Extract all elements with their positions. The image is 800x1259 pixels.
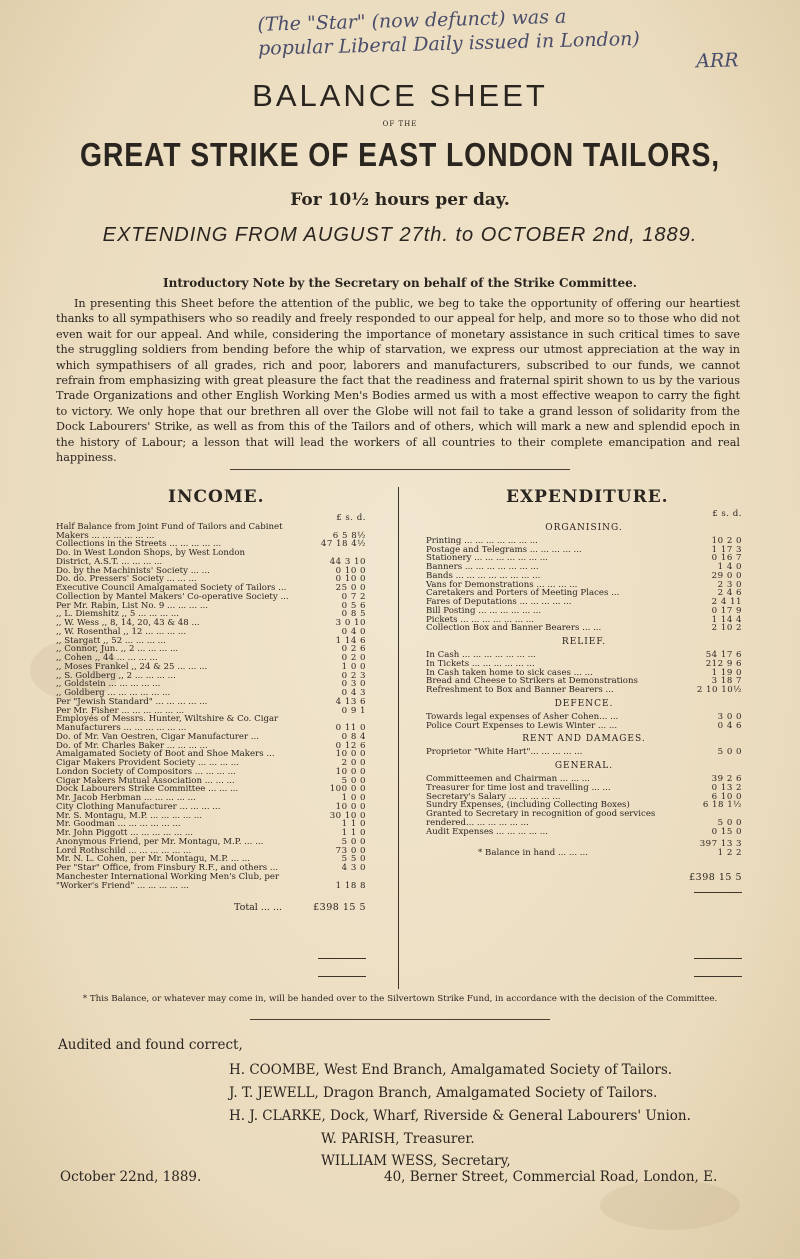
income-row-label: Per "Jewish Standard" ... ... ... ... ... [56,696,208,707]
income-row-label: Anonymous Friend, per Mr. Montagu, M.P. ... ... [56,836,264,847]
section-divider [230,469,570,470]
income-row-amount: 5 5 0 [341,854,366,865]
expenditure-row-amount: 2 4 6 [717,588,742,599]
income-row-label: Collections in the Streets ... ... ... ... ... [56,539,222,550]
expenditure-row-amount: 1 17 3 [711,544,742,555]
expenditure-row-amount: 54 17 6 [705,650,742,660]
income-row-amount: 30 10 0 [329,810,366,821]
expenditure-row-label: Treasurer for time lost and travelling ... ... [426,782,611,793]
expenditure-row-amount: 2 4 11 [711,597,742,607]
hours-line: For 10½ hours per day. [290,190,510,210]
expenditure-row-amount: 3 0 0 [717,711,742,722]
document-title: BALANCE SHEET [252,78,548,113]
income-row-amount: 5 0 0 [341,775,366,786]
income-total-row [56,904,366,918]
income-row-label: Collection by Mantel Makers' Co-operative Society ... [56,591,289,602]
expenditure-row-label: Caretakers and Porters of Meeting Places ... [426,588,620,599]
expenditure-row-label: Bill Posting ... ... ... ... ... ... [426,605,542,616]
expenditure-row-label: rendered... ... ... ... ... ... [426,817,529,828]
income-row-amount: 4 13 6 [335,696,366,707]
expenditure-row [426,722,742,731]
income-row-amount: 5 0 0 [341,836,366,847]
income-total-underline [318,976,366,977]
column-divider [398,487,399,989]
income-row-label: Do. of Mr. Van Oestren, Cigar Manufacturer ... [56,731,259,742]
income-row-amount: 10 0 0 [335,766,366,777]
expenditure-row-amount: 0 13 2 [711,782,742,793]
expenditure-section-title: ORGANISING. [545,522,623,533]
income-row-label: Per "Star" Office, from Finsbury R.F., and others ... [56,863,279,873]
income-row-label: ,, W. Rosenthal ,, 12 ... ... ... ... [56,626,187,637]
expenditure-section-title: DEFENCE. [554,698,614,709]
income-row-label: Employés of Messrs. Hunter, Wiltshire & Co. Cigar [56,714,279,725]
expenditure-lsd-header [426,510,742,519]
income-row-label: ,, Goldberg ... ... ... ... ... ... [56,688,171,698]
expenditure-heading: EXPENDITURE. [506,487,669,507]
income-row-label: ,, S. Goldberg ,, 2 ... ... ... ... [56,670,176,681]
expenditure-row-amount: 2 3 0 [717,579,742,590]
income-row-amount: 44 3 10 [329,556,366,567]
income-row-label: Per Mr. Rabin, List No. 9 ... ... ... ... [56,600,209,611]
expenditure-row-label: Pickets ... ... ... ... ... ... ... [426,614,534,625]
income-row-label: Cigar Makers Provident Society ... ... ... ... [56,758,239,768]
income-row-label: Mr. N. L. Cohen, per Mr. Montagu, M.P. ... ... [56,854,250,865]
expenditure-row-amount: 6 18 1½ [702,800,742,811]
income-row-label: ,, Stargatt ,, 52 ... ... ... ... [56,635,166,646]
income-row-label: ,, Goldstein ... ... ... ... ... [56,679,161,690]
income-row-label: Manchester International Working Men's Club, per [56,871,280,882]
income-row-amount: 0 7 2 [341,591,366,602]
income-row-amount: 0 4 0 [341,626,366,637]
income-row-label: Lord Rothschild ... ... ... ... ... ... [56,845,192,856]
income-row-label: London Society of Compositors ... ... ... ... [56,766,236,777]
expenditure-row-label: Committeemen and Chairman ... ... ... [426,774,590,784]
expenditure-row-label: Secretary's Salary ... ... ... ... ... [426,791,561,802]
signatory-wess: WILLIAM WESS, Secretary, [321,1153,511,1169]
expenditure-subtotal-rule [694,892,742,893]
expenditure-row-amount: 212 9 6 [705,658,742,669]
income-heading: INCOME. [168,487,265,507]
expenditure-row-label: Bread and Cheese to Strikers at Demonstrations [426,676,638,687]
lsd-label: £ s. d. [336,513,366,523]
signatory-coombe: H. COOMBE, West End Branch, Amalgamated Society of Tailors. [229,1062,673,1078]
income-row-label: Do. of Mr. Charles Baker ... ... ... ... [56,740,208,751]
income-row-amount: 2 0 0 [341,758,366,768]
income-row-amount: 25 0 0 [335,583,366,593]
expenditure-row-label: Granted to Secretary in recognition of good services [426,809,656,819]
footer-divider [250,1019,550,1020]
income-row-amount: 0 3 0 [341,679,366,690]
income-row-amount: 0 5 6 [341,600,366,611]
audit-heading: Audited and found correct, [58,1037,243,1053]
income-row-label: Cigar Makers Mutual Association ... ... ... [56,775,235,786]
income-total-amount: £398 15 5 [313,902,366,914]
income-row-label: Per Mr. Fisher ... ... ... ... ... ... [56,705,185,716]
income-row-label: Amalgamated Society of Boot and Shoe Makers ... [56,749,275,760]
income-row-label: Mr. S. Montagu, M.P. ... ... ... ... ... [56,810,202,821]
income-row-label: City Clothing Manufacturer ... ... ... ... [56,801,221,812]
expenditure-total-underline [694,976,742,977]
signatory-clarke: H. J. CLARKE, Dock, Wharf, Riverside & General Labourers' Union. [229,1108,691,1124]
expenditure-row-amount: 2 10 10½ [696,685,742,695]
intro-paragraph: In presenting this Sheet before the attention of the public, we beg to take the opportunity of offering our heartiest thanks to all sympathisers who so readily and freely responded to our appeal for help, and more so to those who did not even wait for our appeal. And while, considering the importance of monetary assistance in such critical times to save the struggling soldiers from bending before the whip of starvation, we express our utmost appreciation at the way in which sympathisers of all grades, rich and poor, laborers and manufacturers, subscribed to our funds, we cannot refrain from emphasizing with great pleasure the fact that the readiness and fraternal spirit shown to us by the various Trade Organizations and other English Working Men's Bodies armed us with a most effective weapon to carry the fight to victory. We only hope that our brethren all over the Globe will not fail to take a grand lesson of solidarity from the Dock Labourers' Strike, as well as from this of the Tailors and of others, which will mark a new and splendid epoch in the history of Labour; a lesson that will lead the workers of all countries to their complete emancipation and real happiness. [56,297,740,465]
income-row-label: Mr. John Piggott ... ... ... ... ... ... [56,828,194,838]
income-row-amount: 1 18 8 [335,880,366,891]
income-row-amount: 1 0 0 [341,793,366,803]
income-row-amount: 10 0 0 [335,749,366,760]
expenditure-row-amount: 39 2 6 [711,774,742,784]
income-row-label: Mr. Goodman ... ... ... ... ... ... [56,819,181,830]
income-row-label: Do. in West London Shops, by West London [56,548,246,558]
expenditure-row-amount: 29 0 0 [711,570,742,581]
income-row-amount: 0 8 5 [341,609,366,620]
expenditure-row [426,624,742,633]
income-row-amount: 73 0 0 [335,845,366,856]
expenditure-section-title: RENT AND DAMAGES. [522,734,646,745]
expenditure-row-amount: 0 15 0 [711,826,742,837]
balance-in-hand-row [426,849,742,858]
income-row-label: Executive Council Amalgamated Society of Tailors ... [56,583,287,593]
expenditure-row-amount: 5 0 0 [717,817,742,828]
handnote-line-1: (The "Star" (now defunct) was a [257,5,567,36]
expenditure-row [426,686,742,695]
expenditure-section-title: RELIEF. [561,637,607,647]
secretary-address: 40, Berner Street, Commercial Road, London, E. [384,1169,718,1185]
income-row-amount: 0 2 3 [341,670,366,681]
expenditure-row-amount: 0 16 7 [711,553,742,564]
expenditure-row-label: Stationery ... ... ... ... ... ... ... [426,553,548,564]
expenditure-row-label: Fares of Deputations ... ... ... ... ... [426,597,572,607]
income-row-label: ,, Connor, Jun. ,, 2 ... ... ... ... [56,644,179,655]
expenditure-row-label: Audit Expenses ... ... ... ... ... [426,826,548,837]
intro-heading: Introductory Note by the Secretary on behalf of the Strike Committee. [163,276,637,290]
income-row-label: "Worker's Friend" ... ... ... ... ... [56,880,189,891]
document-date: October 22nd, 1889. [60,1169,202,1185]
income-row-label: Makers ... ... ... ... ... ... [56,530,155,541]
paper-stain [600,1180,740,1230]
expenditure-row-amount: 2 10 2 [711,623,742,634]
expenditure-section-title: GENERAL. [554,761,614,771]
expenditure-total-row [426,871,742,888]
income-row-label: Half Balance from Joint Fund of Tailors and Cabinet [56,521,283,532]
expenditure-row-label: Postage and Telegrams ... ... ... ... ... [426,544,582,555]
income-row-label: ,, W. Wess ,, 8, 14, 20, 43 & 48 ... [56,618,200,628]
expenditure-row-amount: 1 14 4 [711,614,742,625]
income-row-label: Manufacturers ... ... ... ... ... ... [56,723,187,733]
expenditure-row-amount: 6 10 0 [711,791,742,802]
expenditure-row-amount: 3 18 7 [711,676,742,687]
income-row-label: District, A.S.T. ... ... ... ... [56,556,163,567]
expenditure-subtotal: 397 13 3 [699,839,742,850]
income-row-amount: 47 18 4½ [320,539,366,550]
income-row-amount: 0 4 3 [341,688,366,698]
expenditure-row-label: Bands ... ... ... ... ... ... ... ... [426,570,541,581]
expenditure-row-label: In Cash ... ... ... ... ... ... ... [426,650,536,660]
income-row-amount: 0 2 6 [341,644,366,655]
income-row-amount: 1 0 0 [341,661,366,672]
expenditure-total-rule [694,958,742,959]
expenditure-row-amount: 10 2 0 [711,535,742,546]
expenditure-row [426,748,742,757]
income-row-amount: 0 8 4 [341,731,366,742]
expenditure-row-label: Police Court Expenses to Lewis Winter ... ... [426,720,618,731]
income-row-amount: 0 9 1 [341,705,366,716]
income-row-label: Dock Labourers Strike Committee ... ... ... [56,784,239,795]
expenditure-row-label: Vans for Demonstrations ... ... ... ... [426,579,578,590]
income-row-amount: 6 5 8½ [332,530,366,541]
balance-footnote: * This Balance, or whatever may come in, will be handed over to the Silvertown Strike Fund, in accordance with the decision of the Committee. [82,994,718,1004]
handnote-initials: ARR [695,49,739,73]
expenditure-row-label: Sundry Expenses, (including Collecting Boxes) [426,800,630,811]
income-row-amount: 100 0 0 [329,784,366,795]
expenditure-row-label: Towards legal expenses of Asher Cohen... ... [426,711,619,722]
income-row-amount: 10 0 0 [335,801,366,812]
balance-label: * Balance in hand ... ... ... [478,848,588,858]
income-row [56,882,366,891]
income-row-amount: 3 0 10 [335,618,366,628]
expenditure-row-label: Printing ... ... ... ... ... ... ... [426,535,538,546]
lsd-label: £ s. d. [712,509,742,519]
income-row-amount: 1 14 6 [335,635,366,646]
balance-amount: 1 2 2 [717,848,742,858]
expenditure-total-amount: £398 15 5 [689,871,742,883]
period-line: EXTENDING FROM AUGUST 27th. to OCTOBER 2nd, 1889. [102,224,698,246]
expenditure-row-amount: 0 17 9 [711,605,742,616]
income-row-amount: 0 2 0 [341,653,366,663]
income-row-label: ,, L. Diemshitz ,, 5 ... ... ... ... [56,609,180,620]
expenditure-row-amount: 5 0 0 [717,747,742,758]
handnote-line-2: popular Liberal Daily issued in London) [257,27,641,60]
expenditure-row-amount: 0 4 6 [717,720,742,731]
income-row-label: Mr. Jacob Herbman ... ... ... ... ... [56,793,196,803]
income-row-label: Do. by the Machinists' Society ... ... [56,565,210,576]
expenditure-row [426,828,742,837]
expenditure-row-label: In Cash taken home to sick cases ... ... [426,667,593,678]
of-the-label: OF THE [382,120,418,128]
income-row-label: ,, Moses Frankel ,, 24 & 25 ... ... ... [56,661,208,672]
income-row-amount: 1 1 0 [341,819,366,830]
expenditure-row-amount: 1 4 0 [717,562,742,572]
expenditure-row-label: In Tickets ... ... ... ... ... ... [426,658,535,669]
income-row-label: ,, Cohen ,, 44 ... ... ... ... [56,653,158,663]
expenditure-table [426,510,742,888]
expenditure-row-label: Refreshment to Box and Banner Bearers ... [426,685,614,695]
income-row-amount: 0 10 0 [335,565,366,576]
expenditure-row-label: Banners ... ... ... ... ... ... ... [426,562,539,572]
expenditure-row-amount: 1 19 0 [711,667,742,678]
income-row-amount: 0 10 0 [335,574,366,585]
expenditure-row-label: Collection Box and Banner Bearers ... ... [426,623,602,634]
signatory-jewell: J. T. JEWELL, Dragon Branch, Amalgamated Society of Tailors. [229,1085,658,1101]
document-subtitle: GREAT STRIKE OF EAST LONDON TAILORS, [79,136,721,173]
expenditure-row-label: Proprietor "White Hart"... ... ... ... ... [426,747,583,758]
income-row-amount: 0 11 0 [335,723,366,733]
income-row-amount: 1 1 0 [341,828,366,838]
income-total-rule [318,958,366,959]
income-row-amount: 0 12 6 [335,740,366,751]
handwritten-annotation [257,0,779,85]
income-row-label: Do. do. Pressers' Society ... ... ... [56,574,197,585]
signatory-parish: W. PARISH, Treasurer. [321,1131,475,1147]
income-row-amount: 4 3 0 [341,863,366,873]
income-table [56,514,366,918]
income-total-label: Total ... ... [234,902,282,914]
